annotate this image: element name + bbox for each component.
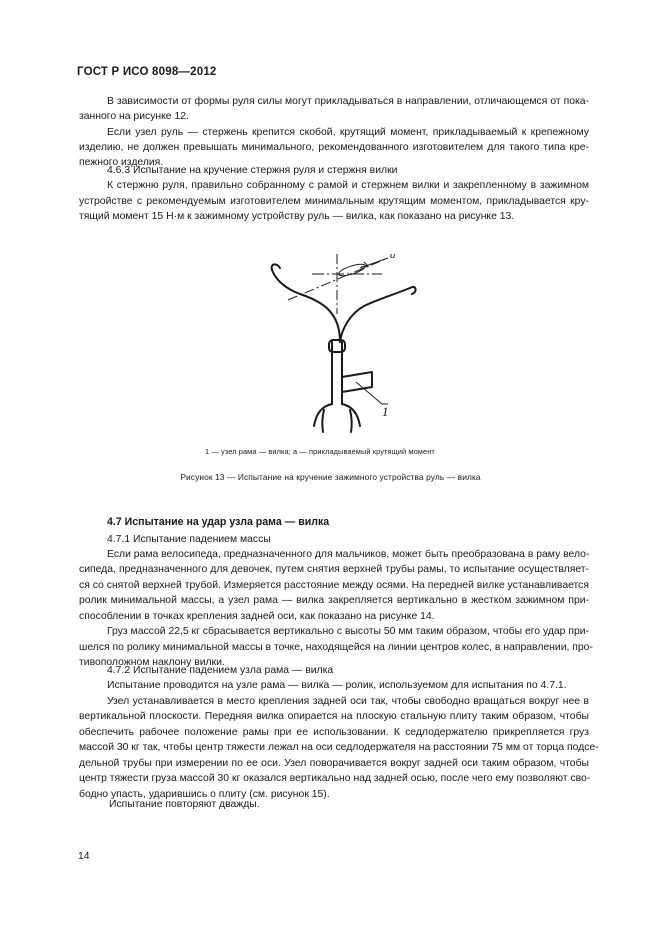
subsection-heading: 4.6.3 Испытание на кручение стержня руля и стержня вилки <box>107 165 398 176</box>
text-line: Испытание проводится на узле рама — вилка — ролик, используемом для испытания по 4.7.1. <box>107 680 567 691</box>
document-header: ГОСТ Р ИСО 8098—2012 <box>77 66 217 78</box>
text-line: устройстве с рекомендуемым изготовителем минимальным крутящим моментом, прикладывается кру- <box>79 196 589 207</box>
text-line: сипеда, предназначенного для девочек, путем снятия верхней трубы рамы, то испытание осуществляет- <box>79 564 589 575</box>
text-line: Груз массой 22,5 кг сбрасывается вертикально с высоты 50 мм таким образом, чтобы его удар при- <box>107 626 590 637</box>
text-line: массой 30 кг так, чтобы центр тяжести лежал на оси седлодержателя на расстоянии 75 мм от торца подсе- <box>79 742 599 753</box>
torque-arc <box>337 262 366 278</box>
page-number: 14 <box>78 851 90 862</box>
text-line: В зависимости от формы руля силы могут прикладываться в направлении, отличающемся от пока- <box>107 96 589 107</box>
text-line: Узел устанавливается в место крепления задней оси так, чтобы свободно вращаться вокруг нее в <box>107 696 589 707</box>
label-a: a <box>390 254 396 261</box>
text-line: ся со снятой верхней трубой. Измеряется расстояние между осями. На передней вилке устанавливается <box>79 580 589 591</box>
text-line: бодно упасть, ударившись о плиту (см. рисунок 15). <box>79 789 330 800</box>
text-line: К стержню руля, правильно собранному с рамой и стержнем вилки и закрепленному в зажимном <box>107 180 589 191</box>
label-1: 1 <box>382 404 389 419</box>
text-line: тивоположном наклону вилки. <box>79 657 225 668</box>
handlebar-grip-left <box>272 264 280 270</box>
text-line: Если рама велосипеда, предназначенного для мальчиков, может быть преобразована в раму вело- <box>107 549 590 560</box>
handlebar <box>272 270 340 342</box>
text-line: центр тяжести груза массой 30 кг оказался вертикально над задней осью, после чего ему позволяют сво- <box>79 773 591 784</box>
subsection-heading: 4.7.2 Испытание падением узла рама — вилка <box>107 665 334 676</box>
figure-caption: Рисунок 13 — Испытание на кручение зажимного устройства руль — вилка <box>180 472 481 482</box>
text-line: шелся по ролику минимальной массы в точке, находящейся на линии центров колес, в направлении, про- <box>79 642 593 653</box>
text-line: Если узел руль — стержень крепится скобой, крутящий момент, прикладываемый к крепежному <box>107 127 589 138</box>
text-line: ролик минимальной массы, а узел рама — вилка закрепляется вертикально в жестком зажимном при- <box>79 595 589 606</box>
text-line: тящий момент 15 Н·м к зажимному устройству руль — вилка, как показано на рисунке 13. <box>79 211 515 222</box>
text-line: изделию, не должен превышать минимального, рекомендованного изготовителем для такого типа кре- <box>79 142 589 153</box>
leader-1 <box>356 382 382 404</box>
figure-legend: 1 — узел рама — вилка; a — прикладываемый крутящий момент <box>205 447 435 456</box>
text-line: Испытание повторяют дважды. <box>109 799 260 810</box>
text-line: обеспечить рабочее положение рамы при ее использовании. К седлодержателю прикрепляется груз <box>79 727 589 738</box>
text-line: способлении в точках крепления задней оси, как показано на рисунке 14. <box>79 611 435 622</box>
section-heading: 4.7 Испытание на удар узла рама — вилка <box>107 516 330 528</box>
text-line: дельной трубы при измерении по ее оси. Узел поворачивается вокруг задней оси таким образом, чтобы <box>79 758 589 769</box>
leader-a <box>360 258 388 268</box>
handlebar-right <box>340 288 410 342</box>
axis-line <box>288 258 388 300</box>
text-line: вертикальной плоскости. Передняя вилка опирается на плоскую стальную плиту таким образом, чтобы <box>79 711 589 722</box>
frame-tube <box>342 372 372 392</box>
handlebar-grip-right <box>410 287 416 294</box>
figure-13-drawing <box>260 254 420 439</box>
text-line: пежного изделия. <box>79 157 164 168</box>
text-line: занного на рисунке 12. <box>79 111 189 122</box>
subsection-heading: 4.7.1 Испытание падением массы <box>107 534 271 545</box>
fork <box>314 404 360 432</box>
